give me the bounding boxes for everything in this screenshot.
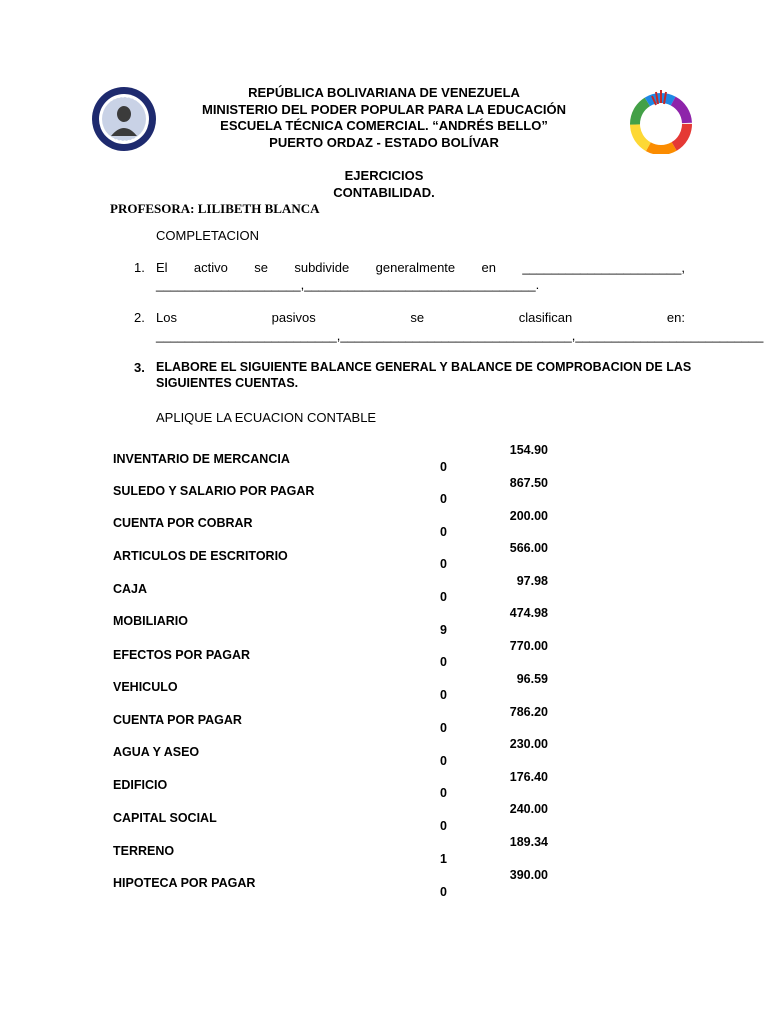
account-name: EFECTOS POR PAGAR [113, 648, 251, 662]
question-3-number: 3. [134, 360, 145, 375]
account-value: 240.00 [509, 802, 548, 816]
header-line-school: ESCUELA TÉCNICA COMERCIAL. “ANDRÉS BELLO” [220, 118, 548, 133]
question-2-line-2-blanks: _________________________,________________________________,__________________________ [156, 328, 764, 343]
account-digit: 0 [440, 655, 447, 669]
account-digit: 0 [440, 885, 447, 899]
q2-word: se [410, 310, 425, 325]
account-value: 566.00 [509, 541, 548, 555]
q2-word: en: [666, 310, 685, 325]
account-value: 154.90 [509, 443, 548, 457]
account-digit: 1 [440, 852, 447, 866]
question-2-number: 2. [134, 310, 145, 325]
question-2-line-1 [156, 310, 685, 325]
account-value: 786.20 [509, 705, 548, 719]
q1-word: subdivide [294, 260, 350, 275]
q1-word: El [156, 260, 168, 275]
question-1-line-1 [156, 260, 685, 275]
document-title [0, 168, 768, 201]
account-value: 770.00 [509, 639, 548, 653]
title-subject: CONTABILIDAD. [333, 184, 435, 200]
account-digit: 0 [440, 525, 447, 539]
question-3-line-2: SIGUIENTES CUENTAS. [156, 376, 299, 390]
q1-word: generalmente [375, 260, 456, 275]
account-name: EDIFICIO [113, 778, 168, 792]
account-digit: 0 [440, 492, 447, 506]
account-value: 867.50 [509, 476, 548, 490]
account-name: TERRENO [113, 844, 175, 858]
title-exercises: EJERCICIOS [344, 168, 424, 183]
account-digit: 0 [440, 590, 447, 604]
section-heading: COMPLETACION [156, 228, 260, 243]
account-digit: 0 [440, 786, 447, 800]
institution-header [0, 85, 768, 151]
account-value: 390.00 [509, 868, 548, 882]
account-name: CUENTA POR COBRAR [113, 516, 253, 530]
account-digit: 0 [440, 819, 447, 833]
account-name: INVENTARIO DE MERCANCIA [113, 452, 290, 466]
account-value: 189.34 [509, 835, 548, 849]
header-line-republic: REPÚBLICA BOLIVARIANA DE VENEZUELA [248, 85, 520, 100]
q1-blank: ______________________, [522, 260, 685, 275]
q1-word: en [481, 260, 496, 275]
account-name: CUENTA POR PAGAR [113, 713, 242, 727]
account-name: CAJA [113, 582, 148, 596]
account-digit: 0 [440, 688, 447, 702]
account-value: 176.40 [509, 770, 548, 784]
account-digit: 0 [440, 721, 447, 735]
account-digit: 9 [440, 623, 447, 637]
header-line-ministry: MINISTERIO DEL PODER POPULAR PARA LA EDUCACIÓN [201, 101, 567, 117]
account-name: SULEDO Y SALARIO POR PAGAR [113, 484, 315, 498]
account-name: ARTICULOS DE ESCRITORIO [113, 549, 288, 563]
teacher-name: PROFESORA: LILIBETH BLANCA [110, 201, 320, 216]
q1-word: se [254, 260, 268, 275]
header-line-location: PUERTO ORDAZ - ESTADO BOLÍVAR [269, 134, 499, 150]
q2-word: clasifican [518, 310, 573, 325]
q1-word: activo [193, 260, 228, 275]
account-digit: 0 [440, 557, 447, 571]
instruction-text: APLIQUE LA ECUACION CONTABLE [156, 410, 377, 425]
question-3-line-1: ELABORE EL SIGUIENTE BALANCE GENERAL Y BALANCE DE COMPROBACION DE LAS [156, 360, 692, 374]
q2-word: pasivos [271, 310, 316, 325]
account-value: 96.59 [516, 672, 548, 686]
account-value: 230.00 [509, 737, 548, 751]
account-value: 200.00 [509, 509, 548, 523]
account-name: AGUA Y ASEO [113, 745, 200, 759]
account-digit: 0 [440, 460, 447, 474]
account-name: MOBILIARIO [113, 614, 188, 628]
q2-word: Los [156, 310, 177, 325]
account-digit: 0 [440, 754, 447, 768]
account-name: HIPOTECA POR PAGAR [113, 876, 256, 890]
account-value: 474.98 [509, 606, 548, 620]
account-name: VEHICULO [113, 680, 178, 694]
question-1-number: 1. [134, 260, 145, 275]
account-value: 97.98 [516, 574, 548, 588]
account-name: CAPITAL SOCIAL [113, 811, 217, 825]
question-1-line-2-blanks: ____________________,________________________________. [156, 277, 540, 292]
